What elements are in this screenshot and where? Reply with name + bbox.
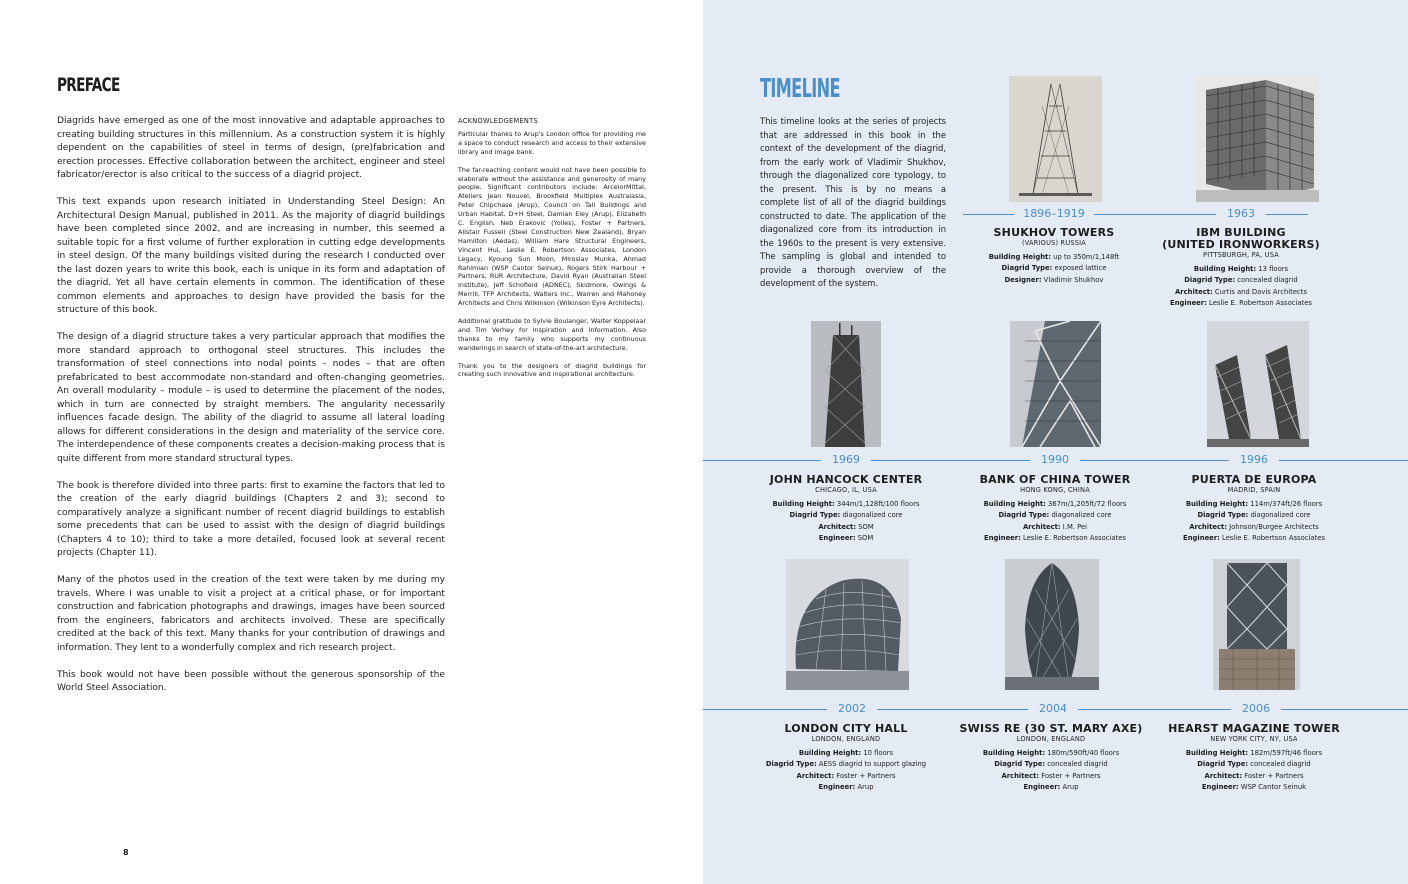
entry-name: HEARST MAGAZINE TOWER bbox=[1168, 722, 1340, 735]
shukhov-tower-photo bbox=[1009, 76, 1102, 202]
entry-location: CHICAGO, IL, USA bbox=[815, 486, 877, 494]
entry-spec: Building Height: up to 350m/1,148ft bbox=[988, 253, 1120, 261]
preface-paragraph: The book is therefore divided into three parts: first to examine the factors that led to the creation of the early diagrid buildings (Chapters 2 and 3); second to comparatively analyze a significant number of recent diagrid buildings to establish some precedents that can be used to assist with the design of diagrid buildings (Chapters 4 to 10); third to take a more detailed, focused look at several recent projects (Chapter 11). bbox=[57, 480, 445, 558]
timeline-year: 2004 bbox=[1028, 702, 1078, 716]
entry-spec: Building Height: 367m/1,205ft/72 floors bbox=[983, 500, 1127, 508]
entry-spec: Diagrid Type: exposed lattice bbox=[1001, 264, 1107, 273]
preface-paragraph: This book would not have been possible without the generous sponsorship of the World Steel Association. bbox=[57, 669, 445, 693]
entry-spec: Engineer: Leslie E. Robertson Associates bbox=[984, 533, 1126, 542]
preface-paragraph: The design of a diagrid structure takes a very particular approach that modifies the more standard approach to orthogonal steel structures. This includes the transformation of steel connections into nodal points – nodes – that are often prefabricated to best accommodate non-standard and often-changing geometries. An overall modularity – module – is used to determine the placement of the nodes, which in turn are connected by straight members. The angularity necessarily influences facade design. The ability of the diagrid to assume all lateral loading allows for different considerations in the design and materiality of the service core. The interdependence of these components creates a decision-making process that is quite different from more standard structural types. bbox=[57, 332, 445, 464]
timeline-year: 1896–1919 bbox=[1014, 207, 1094, 221]
entry-spec: Engineer: Leslie E. Robertson Associates bbox=[1183, 533, 1325, 542]
left-page bbox=[0, 0, 703, 884]
entry-location: HONG KONG, CHINA bbox=[1020, 486, 1090, 494]
entry-location: PITTSBURGH, PA, USA bbox=[1203, 251, 1279, 259]
timeline-entry-shukhov bbox=[959, 227, 1149, 286]
acknowledgements-heading: ACKNOWLEDGEMENTS bbox=[458, 117, 538, 125]
timeline-entry-ibm bbox=[1146, 227, 1336, 309]
entry-spec: Diagrid Type: diagonalized core bbox=[1197, 511, 1311, 520]
acknowledgements-paragraph: Additional gratitude to Sylvie Boulanger, Walter Koppelaar and Tim Verhey for inspiration and information. Also thanks to my family who supports my continuous wanderings in search of state-of-the-art architecture. bbox=[458, 317, 646, 352]
entry-spec: Engineer: Leslie E. Robertson Associates bbox=[1170, 298, 1312, 307]
timeline-entry-hearst bbox=[1159, 723, 1349, 793]
entry-name: IBM BUILDING (UNITED IRONWORKERS) bbox=[1162, 226, 1320, 251]
entry-name: LONDON CITY HALL bbox=[784, 722, 908, 735]
entry-name: BANK OF CHINA TOWER bbox=[979, 473, 1131, 486]
entry-location: (VARIOUS) RUSSIA bbox=[1021, 239, 1086, 247]
entry-spec: Diagrid Type: concealed diagrid bbox=[994, 760, 1108, 769]
right-page bbox=[703, 0, 1408, 884]
entry-spec: Engineer: WSP Cantor Seinuk bbox=[1201, 782, 1307, 791]
acknowledgements-paragraph: Particular thanks to Arup's London office for providing me a space to conduct research and access to their extensive library and image bank. bbox=[458, 130, 646, 156]
entry-spec: Engineer: Arup bbox=[818, 782, 874, 791]
bank-of-china-photo bbox=[1010, 321, 1101, 447]
entry-spec: Building Height: 180m/590ft/40 floors bbox=[982, 749, 1120, 757]
page-number: 8 bbox=[123, 848, 129, 857]
preface-body bbox=[57, 115, 445, 709]
entry-spec: Building Height: 10 floors bbox=[798, 749, 894, 757]
timeline-year: 2006 bbox=[1231, 702, 1281, 716]
timeline-year: 1963 bbox=[1216, 207, 1266, 221]
entry-spec: Diagrid Type: diagonalized core bbox=[998, 511, 1112, 520]
ibm-building-photo bbox=[1196, 76, 1319, 202]
puerta-de-europa-photo bbox=[1207, 321, 1309, 447]
entry-location: MADRID, SPAIN bbox=[1227, 486, 1281, 494]
timeline-intro: This timeline looks at the series of projects that are addressed in this book in the context of the development of the diagrid, from the early work of Vladimir Shukhov, through the diagonalized core typology, to the present. This is by no means a complete list of all of the diagrid buildings constructed to date. The application of the diagonalized core from its introduction in the 1960s to the present is very extensive. The sampling is global and intended to provide a thorough overview of the development of the system. bbox=[760, 116, 946, 288]
entry-name: JOHN HANCOCK CENTER bbox=[769, 473, 923, 486]
preface-paragraph: This text expands upon research initiated in Understanding Steel Design: An Architectural Design Manual, published in 2011. As the majority of diagrid buildings have been completed since 2002, and are increasing in number, this seemed a suitable topic for a first volume of further exploration in cutting edge developments in steel design. Of the many buildings visited during the research I conducted over the last dozen years to write this book, each is unique in its form and adaptation of the diagrid. Yet all have certain elements in common. The identification of these common elements and approaches to design have provided the basis for the structure of this book. bbox=[57, 197, 445, 315]
timeline-year: 1996 bbox=[1229, 453, 1279, 467]
entry-spec: Architect: SOM bbox=[818, 522, 874, 531]
entry-spec: Diagrid Type: diagonalized core bbox=[789, 511, 903, 520]
preface-title: PREFACE bbox=[57, 74, 120, 96]
acknowledgements bbox=[458, 117, 646, 388]
timeline-title: TIMELINE bbox=[760, 74, 840, 104]
timeline-year: 2002 bbox=[827, 702, 877, 716]
entry-spec: Engineer: SOM bbox=[818, 533, 874, 542]
entry-location: LONDON, ENGLAND bbox=[1016, 735, 1086, 743]
entry-spec: Architect: I.M. Pei bbox=[1022, 522, 1088, 531]
entry-spec: Architect: Johnson/Burgee Architects bbox=[1189, 522, 1319, 531]
entry-spec: Building Height: 182m/597ft/46 floors bbox=[1185, 749, 1323, 757]
timeline-entry-swiss-re bbox=[956, 723, 1146, 793]
entry-name: SHUKHOV TOWERS bbox=[993, 226, 1115, 239]
timeline-entry-hancock bbox=[751, 474, 941, 544]
timeline-entry-london-city-hall bbox=[751, 723, 941, 793]
preface-paragraph: Many of the photos used in the creation of the text were taken by me during my travels. Where I was unable to visit a project at a critical phase, or for important construction and fabrication photographs and drawings, images have been sourced from the engineers, fabricators and architects involved. These are specifically credited at the back of this text. Many thanks for your contribution of drawings and information. They lent to a wonderfully complex and rich research project. bbox=[57, 575, 445, 653]
entry-name: PUERTA DE EUROPA bbox=[1191, 473, 1317, 486]
entry-spec: Engineer: Arup bbox=[1023, 782, 1079, 791]
timeline-year: 1969 bbox=[821, 453, 871, 467]
john-hancock-photo bbox=[811, 321, 881, 447]
entry-spec: Diagrid Type: concealed diagrid bbox=[1197, 760, 1311, 769]
london-city-hall-photo bbox=[786, 559, 909, 690]
hearst-tower-photo bbox=[1213, 559, 1300, 690]
entry-spec: Diagrid Type: concealed diagrid bbox=[1184, 276, 1298, 285]
timeline-year: 1990 bbox=[1030, 453, 1080, 467]
timeline-entry-bank-of-china bbox=[960, 474, 1150, 544]
entry-spec: Architect: Foster + Partners bbox=[1204, 771, 1304, 780]
entry-spec: Designer: Vladimir Shukhov bbox=[1004, 275, 1104, 284]
entry-location: NEW YORK CITY, NY, USA bbox=[1210, 735, 1298, 743]
entry-spec: Architect: Foster + Partners bbox=[1001, 771, 1101, 780]
swiss-re-photo bbox=[1005, 559, 1099, 690]
acknowledgements-paragraph: The far-reaching content would not have been possible to elaborate without the assistance and generosity of many people. Significant contributors include: ArcelorMittal, Ateliers Jean Nouvel, Brookfield Multiplex Australasia, Peter Chipchase (Arup), Council on Tall Buildings and Urban Habitat, D+H Steel, Damian Eley (Arup), Elizabeth C. English, Neb Erakovic (Yolles), Foster + Partners, Alistair Fussell (Steel Construction New Zealand), Bryan Hamilton (Aedas), William Hare Structural Engineers, Vincent Hui, Leslie E. Robertson Associates, London Legacy, Kyoung Sun Moon, Miroslav Munka, Ahmad Rahimian (WSP Cantor Seinuk), Rogers Stirk Harbour + Partners, RUR Architecture, David Ryan (Australian Steel Institute), Jeff Schofield (ADNEC), Skidmore, Owings & Merrill, TFP Architects, Walters Inc., Warren and Mahoney Architects and Chris Wilkinson (Wilkinson Eyre Architects). bbox=[458, 165, 646, 308]
entry-spec: Building Height: 13 floors bbox=[1193, 265, 1289, 273]
entry-location: LONDON, ENGLAND bbox=[811, 735, 881, 743]
entry-spec: Building Height: 344m/1,128ft/100 floors bbox=[772, 500, 920, 508]
entry-spec: Diagrid Type: AESS diagrid to support glazing bbox=[765, 760, 927, 769]
entry-spec: Building Height: 114m/374ft/26 floors bbox=[1185, 500, 1323, 508]
entry-spec: Architect: Foster + Partners bbox=[796, 771, 896, 780]
entry-name: SWISS RE (30 ST. MARY AXE) bbox=[959, 722, 1143, 735]
preface-paragraph: Diagrids have emerged as one of the most innovative and adaptable approaches to creating building structures in this millennium. As a construction system it is highly dependent on the capabilities of steel in terms of design, (pre)fabrication and erection processes. Effective collaboration between the architect, engineer and steel fabricator/erector is also critical to the success of a diagrid project. bbox=[57, 116, 445, 180]
entry-spec: Architect: Curtis and Davis Architects bbox=[1175, 287, 1307, 296]
timeline-entry-puerta-de-europa bbox=[1159, 474, 1349, 544]
acknowledgements-paragraph: Thank you to the designers of diagrid buildings for creating such innovative and inspirational architecture. bbox=[458, 361, 646, 379]
